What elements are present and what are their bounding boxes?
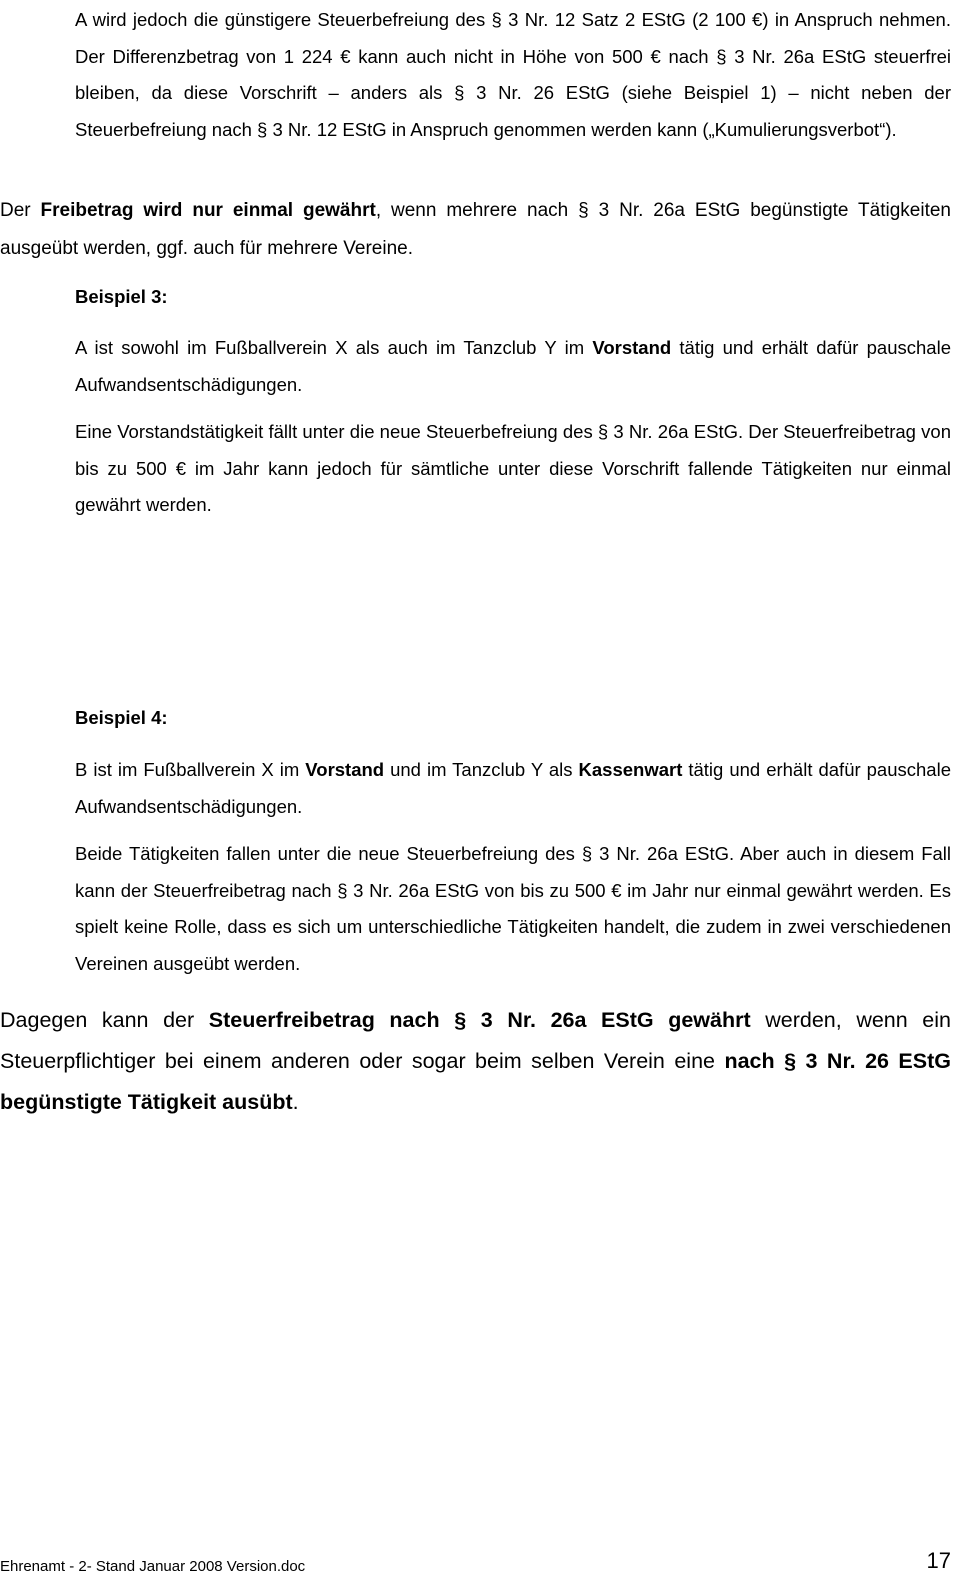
- footer-document-info: Ehrenamt - 2- Stand Januar 2008 Version.doc: [0, 1558, 306, 1575]
- euro-symbol: €: [752, 9, 763, 30]
- euro-symbol: €: [340, 45, 351, 67]
- paragraph-dagegen: Dagegen kann der Steuerfreibetrag nach § 3 Nr. 26a EStG gewährt werden, wenn ein Steuerpflichtiger bei einem anderen oder sogar beim selben Verein eine nach § 3 Nr. 26 EStG begünstigte Tätigkeit ausübt.: [0, 1008, 951, 1114]
- example-3-text: A ist sowohl im Fußballverein X als auch im Tanzclub Y im Vorstand tätig und erhält dafür pauschale Aufwandsentschädigungen. Eine Vorstandstätigkeit fällt unter die neue Steuerbefreiung des § 3 Nr. 26a EStG. Der Steuerfreibetrag von bis zu 500 € im Jahr kann jedoch für sämtliche unter diese Vorschrift fallende Tätigkeiten nur einmal gewährt werden.: [75, 337, 951, 515]
- example-4-text: B ist im Fußballverein X im Vorstand und im Tanzclub Y als Kassenwart tätig und erhält dafür pauschale Aufwandsentschädigungen. Beide Tätigkeiten fallen unter die neue Steuerbefreiung des § 3 Nr. 26a EStG. Aber auch in diesem Fall kann der Steuerfreibetrag nach § 3 Nr. 26a EStG von bis zu 500 € im Jahr nur einmal gewährt werden. Es spielt keine Rolle, dass es sich um unterschiedliche Tätigkeiten handelt, die zudem in zwei verschiedenen Vereinen ausgeübt werden.: [75, 759, 952, 974]
- section-symbol: §: [454, 82, 465, 103]
- emphasis: 3 Nr. 26 EStG begünstigte Tätigkeit ausübt: [0, 1049, 951, 1114]
- section-symbol: §: [491, 9, 502, 30]
- section-symbol: §: [337, 879, 348, 901]
- section-symbol: §: [578, 200, 589, 221]
- example-4-heading: Beispiel 4:: [75, 707, 168, 728]
- emphasis: Vorstand: [592, 337, 672, 358]
- emphasis: Kassenwart: [578, 759, 683, 780]
- section-symbol: §: [716, 45, 727, 67]
- euro-symbol: €: [611, 879, 622, 901]
- section-symbol: §: [454, 1008, 467, 1032]
- section-symbol: §: [597, 421, 609, 442]
- emphasis: nach: [724, 1049, 785, 1073]
- section-symbol: §: [257, 118, 268, 140]
- page-number: 17: [926, 1548, 951, 1573]
- emphasis: Freibetrag wird nur einmal gewährt: [40, 200, 376, 221]
- example-3-heading: Beispiel 3:: [75, 286, 168, 307]
- euro-symbol: €: [650, 45, 661, 67]
- euro-symbol: €: [175, 457, 186, 479]
- emphasis: 3 Nr. 26a EStG gewährt: [466, 1008, 751, 1032]
- section-symbol: §: [581, 843, 593, 864]
- paragraph-kumulierungsverbot: A wird jedoch die günstigere Steuerbefreiung des § 3 Nr. 12 Satz 2 EStG (2 100 €) in Anspruch nehmen. Der Differenzbetrag von 1 224 € kann auch nicht in Höhe von 500 € nach § 3 Nr. 26a EStG steuerfrei bleiben, da diese Vorschrift – anders als § 3 Nr. 26 EStG (siehe Beispiel 1) – nicht neben der Steuerbefreiung nach § 3 Nr. 12 EStG in Anspruch genommen werden kann („Kumulierungsverbot“).: [75, 9, 952, 140]
- emphasis: Vorstand: [305, 759, 385, 780]
- paragraph-freibetrag-einmal: Der Freibetrag wird nur einmal gewährt, wenn mehrere nach § 3 Nr. 26a EStG begünstigte Tätigkeiten ausgeübt werden, ggf. auch für mehrere Vereine.: [0, 200, 951, 259]
- emphasis: Steuerfreibetrag nach: [208, 1008, 455, 1032]
- section-symbol: §: [784, 1049, 797, 1073]
